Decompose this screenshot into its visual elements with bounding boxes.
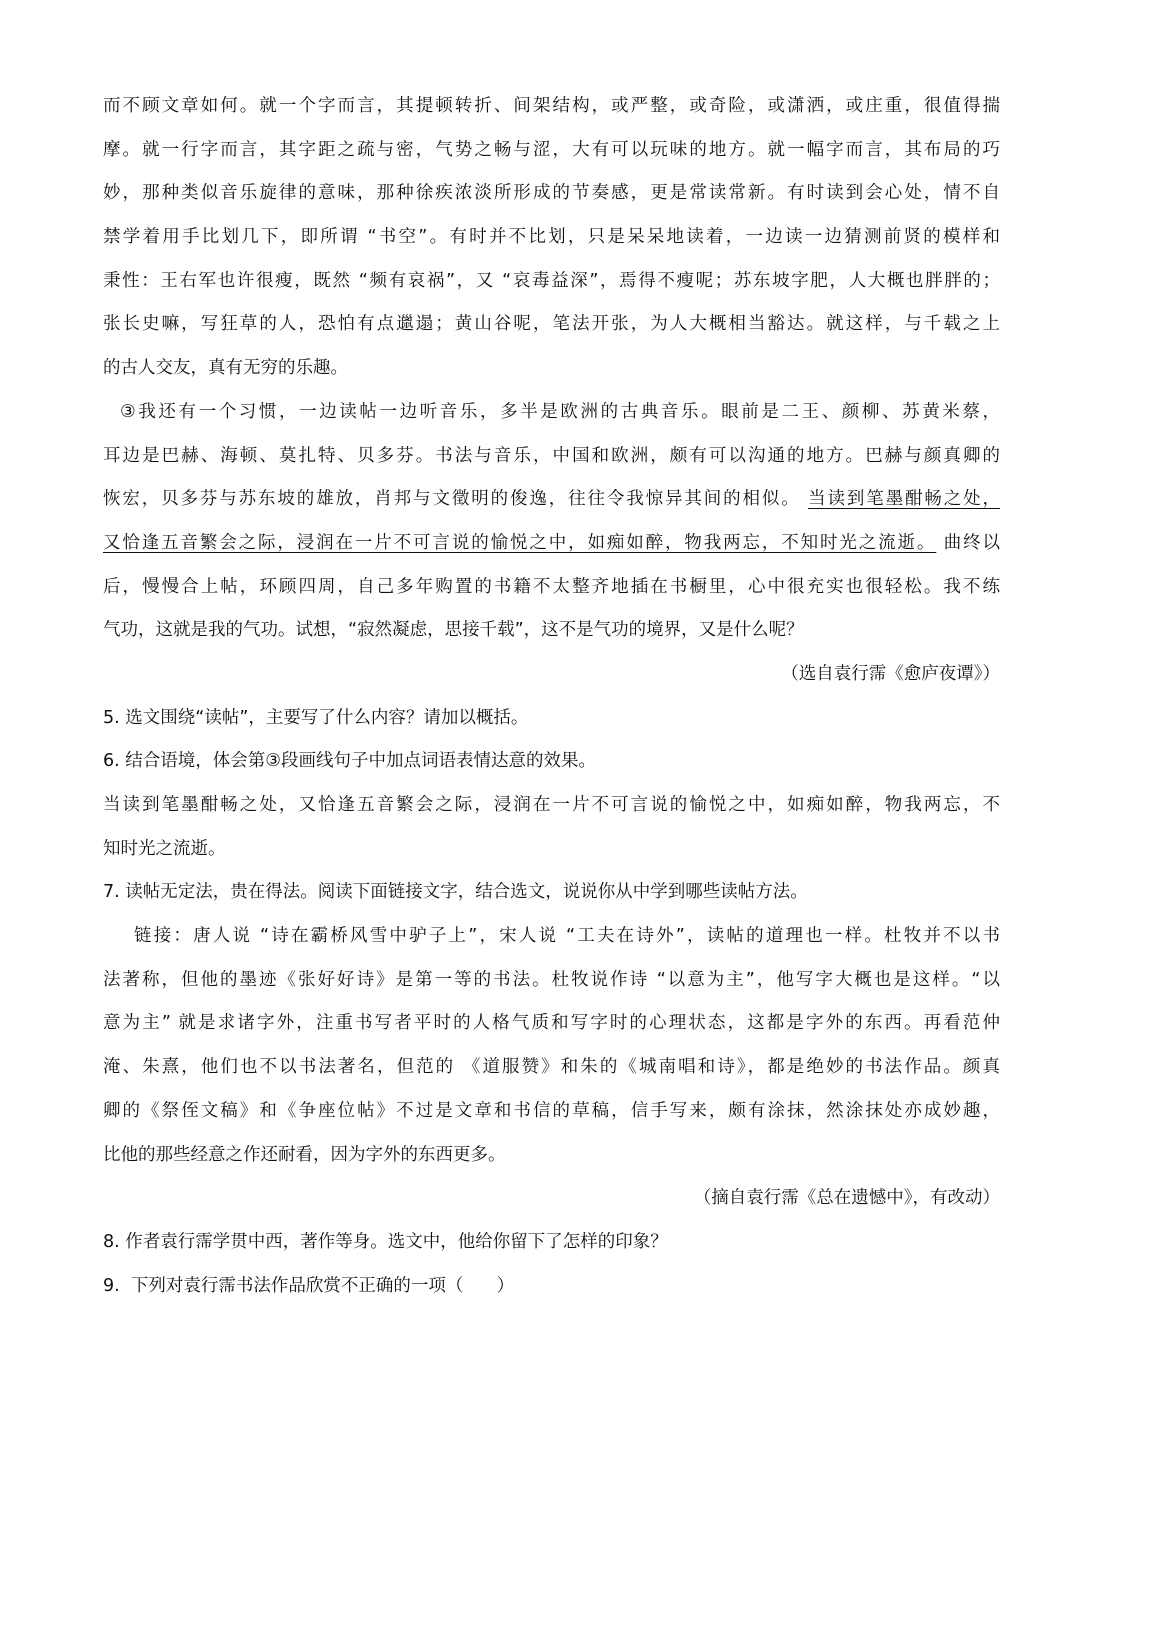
paragraph-line: 秉性：王右军也许很瘦，既然 “频有哀祸”，又 “哀毒益深”，焉得不瘦呢；苏东坡字肥，人大概也胖胖的； [103, 270, 1000, 291]
question-9: 9. 下列对袁行霈书法作品欣赏不正确的一项（ ） [103, 1275, 515, 1296]
link-text-line: 淹、朱熹，他们也不以书法著名，但范的 《道服赞》和朱的《城南唱和诗》，都是绝妙的书法作品。颜真 [103, 1057, 1000, 1078]
question-7: 7. 读帖无定法，贵在得法。阅读下面链接文字，结合选文，说说你从中学到哪些读帖方法。 [103, 882, 808, 903]
paragraph-line: 耳边是巴赫、海顿、莫扎特、贝多芬。书法与音乐，中国和欧洲，颇有可以沟通的地方。巴赫与颜真卿的 [103, 445, 1000, 466]
paragraph-line: 禁学着用手比划几下，即所谓 “书空”。有时并不比划，只是呆呆地读着，一边读一边猜测前贤的模样和 [103, 227, 1000, 248]
paragraph-line: 后，慢慢合上帖，环顾四周，自己多年购置的书籍不太整齐地插在书橱里，心中很充实也很轻松。我不练 [103, 576, 1000, 597]
link-text-line: 意为主” 就是求诸字外，注重书写者平时的人格气质和写字时的心理状态，这都是字外的东西。再看范仲 [103, 1013, 1000, 1034]
source-citation: （选自袁行霈《愈庐夜谭》） [781, 663, 1000, 684]
quoted-sentence: 知时光之流逝。 [103, 838, 226, 859]
plain-text: 恢宏，贝多芬与苏东坡的雄放，肖邦与文徵明的俊逸，往往令我惊异其间的相似。 [103, 489, 809, 510]
paragraph-line: 摩。就一行字而言，其字距之疏与密，气势之畅与涩，大有可以玩味的地方。就一幅字而言，其布局的巧 [103, 139, 1000, 160]
document-page [103, 85, 1000, 1308]
plain-text: 曲终以 [936, 532, 1000, 553]
underlined-sentence: 当读到笔墨酣畅之处， [808, 489, 1001, 510]
question-8: 8. 作者袁行霈学贯中西，著作等身。选文中，他给你留下了怎样的印象？ [103, 1231, 668, 1252]
paragraph-line: 妙，那种类似音乐旋律的意味，那种徐疾浓淡所形成的节奏感，更是常读常新。有时读到会心处，情不自 [103, 183, 1000, 204]
underlined-sentence: 又恰逢五音繁会之际，浸润在一片不可言说的愉悦之中，如痴如醉，物我两忘，不知时光之流逝。 [103, 532, 937, 553]
link-text-line: 法著称，但他的墨迹《张好好诗》是第一等的书法。杜牧说作诗 “以意为主”，他写字大概也是这样。“以 [103, 969, 1000, 990]
quoted-sentence: 当读到笔墨酣畅之处，又恰逢五音繁会之际，浸润在一片不可言说的愉悦之中，如痴如醉，物我两忘，不 [103, 795, 1000, 815]
link-text-line: 比他的那些经意之作还耐看，因为字外的东西更多。 [103, 1144, 506, 1165]
question-6: 6. 结合语境，体会第③段画线句子中加点词语表情达意的效果。 [103, 751, 596, 772]
source-citation: （摘自袁行霈《总在遗憾中》，有改动） [693, 1188, 1000, 1209]
paragraph-line: 张长史嘛，写狂草的人，恐怕有点邋遢；黄山谷呢，笔法开张，为人大概相当豁达。就这样，与千载之上 [103, 314, 1000, 335]
question-5: 5. 选文围绕“读帖”，主要写了什么内容？请加以概括。 [103, 707, 529, 728]
link-text-line: 链接：唐人说 “诗在霸桥风雪中驴子上”，宋人说 “工夫在诗外”，读帖的道理也一样。杜牧并不以书 [103, 926, 1000, 947]
paragraph-line [103, 478, 1000, 522]
paragraph-line: 气功，这就是我的气功。试想，“寂然凝虑，思接千载”，这不是气功的境界，又是什么呢？ [103, 620, 804, 641]
paragraph-line [103, 522, 1000, 566]
paragraph-line: 而不顾文章如何。就一个字而言，其提顿转折、间架结构，或严整，或奇险，或潇洒，或庄重，很值得揣 [103, 96, 1000, 116]
paragraph-line: ③我还有一个习惯，一边读帖一边听音乐，多半是欧洲的古典音乐。眼前是二王、颜柳、苏黄米蔡， [120, 401, 1000, 422]
paragraph-line: 的古人交友，真有无穷的乐趣。 [103, 358, 348, 379]
link-text-line: 卿的《祭侄文稿》和《争座位帖》不过是文章和书信的草稿，信手写来，颇有涂抹，然涂抹处亦成妙趣， [103, 1100, 1000, 1121]
